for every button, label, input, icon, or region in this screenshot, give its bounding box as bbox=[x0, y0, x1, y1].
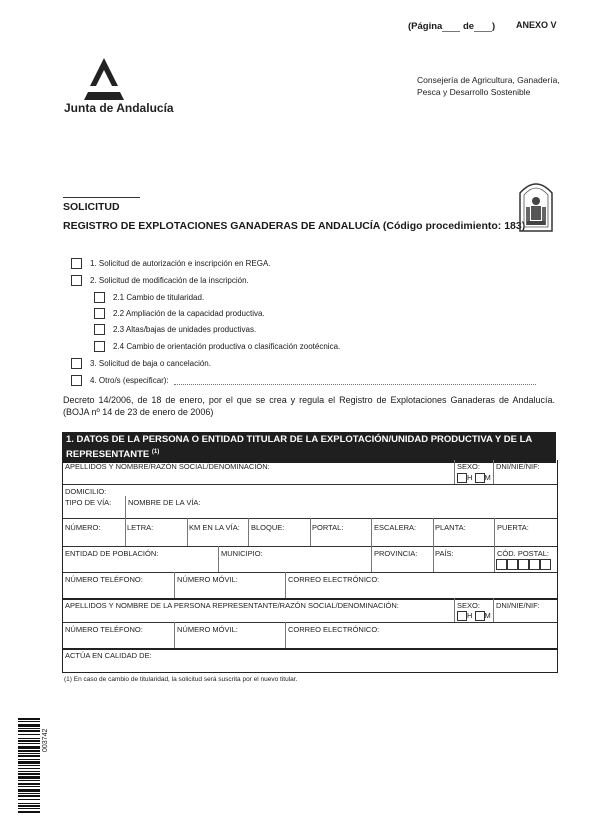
divider bbox=[174, 622, 175, 648]
row-line bbox=[63, 648, 557, 650]
row-line bbox=[63, 546, 557, 547]
bloque-label: BLOQUE: bbox=[251, 523, 285, 532]
sexo-h-checkbox[interactable] bbox=[457, 473, 467, 483]
option-label: 1. Solicitud de autorización e inscripción en REGA. bbox=[90, 259, 271, 268]
option-2[interactable] bbox=[71, 275, 249, 286]
page-reference bbox=[408, 21, 495, 32]
postal-digit-box[interactable] bbox=[496, 559, 507, 570]
letra-label: LETRA: bbox=[127, 523, 154, 532]
row-line bbox=[63, 572, 557, 573]
other-specify-field[interactable] bbox=[174, 384, 536, 385]
row-line bbox=[63, 484, 557, 485]
rep-telefono-label: NÚMERO TELÉFONO: bbox=[65, 625, 143, 634]
page-of: de bbox=[462, 21, 475, 32]
divider bbox=[454, 460, 455, 484]
option-label: 2.2 Ampliación de la capacidad productiva. bbox=[113, 309, 265, 318]
dni-label: DNI/NIE/NIF: bbox=[496, 462, 540, 471]
postal-digit-box[interactable] bbox=[529, 559, 540, 570]
divider bbox=[493, 598, 494, 622]
movil-label: NÚMERO MÓVIL: bbox=[177, 575, 238, 584]
escalera-label: ESCALERA: bbox=[374, 523, 417, 532]
rep-sexo-label: SEXO: bbox=[457, 601, 480, 610]
divider bbox=[494, 546, 495, 572]
page-number-blank[interactable] bbox=[442, 22, 460, 32]
correo-label: CORREO ELECTRÓNICO: bbox=[288, 575, 380, 584]
divider bbox=[494, 518, 495, 546]
apellidos-label: APELLIDOS Y NOMBRE/RAZÓN SOCIAL/DENOMINACIÓN: bbox=[65, 462, 270, 471]
section-1-title: 1. DATOS DE LA PERSONA O ENTIDAD TITULAR DE LA EXPLOTACIÓN/UNIDAD PRODUCTIVA Y DE LA REPRESENTANTE bbox=[66, 434, 532, 461]
option-label: 3. Solicitud de baja o cancelación. bbox=[90, 359, 211, 368]
option-label: 2.4 Cambio de orientación productiva o clasificación zootécnica. bbox=[113, 342, 341, 351]
tipo-via-label: TIPO DE VÍA: bbox=[65, 498, 112, 507]
divider bbox=[493, 460, 494, 484]
postal-digit-box[interactable] bbox=[507, 559, 518, 570]
logo-text: Junta de Andalucía bbox=[64, 101, 174, 115]
option-label: 4. Otro/s (especificar): bbox=[90, 376, 169, 385]
rep-sexo-h-checkbox[interactable] bbox=[457, 611, 467, 621]
divider bbox=[371, 518, 372, 546]
divider bbox=[187, 518, 188, 546]
representante-label: APELLIDOS Y NOMBRE DE LA PERSONA REPRESENTANTE/RAZÓN SOCIAL/DENOMINACIÓN: bbox=[65, 601, 399, 610]
sexo-h-label: H bbox=[467, 473, 473, 482]
checkbox[interactable] bbox=[71, 258, 82, 269]
puerta-label: PUERTA: bbox=[497, 523, 529, 532]
row-line bbox=[63, 598, 557, 600]
telefono-label: NÚMERO TELÉFONO: bbox=[65, 575, 143, 584]
rep-dni-label: DNI/NIE/NIF: bbox=[496, 601, 540, 610]
divider bbox=[371, 546, 372, 572]
barcode-number: 003742 bbox=[42, 728, 49, 752]
row-line bbox=[63, 622, 557, 623]
option-2-3[interactable] bbox=[94, 324, 256, 335]
rep-sexo-m-checkbox[interactable] bbox=[475, 611, 485, 621]
option-4[interactable] bbox=[71, 375, 169, 386]
sexo-options bbox=[457, 473, 491, 483]
divider bbox=[310, 518, 311, 546]
numero-label: NÚMERO: bbox=[65, 523, 101, 532]
sexo-m-label: M bbox=[484, 473, 491, 482]
checkbox[interactable] bbox=[94, 324, 105, 335]
anexo-label: ANEXO V bbox=[516, 20, 557, 30]
option-2-4[interactable] bbox=[94, 341, 340, 352]
rep-sexo-options bbox=[457, 611, 491, 621]
option-label: 2. Solicitud de modificación de la inscripción. bbox=[90, 276, 249, 285]
section-1-note: (1) bbox=[151, 449, 160, 455]
entidad-label: ENTIDAD DE POBLACIÓN: bbox=[65, 549, 159, 558]
decreto-text: Decreto 14/2006, de 18 de enero, por el que se crea y regula el Registro de Explotaciones Ganaderas de Andalucía. (BOJA nº 14 de 23 de enero de 2006) bbox=[63, 395, 555, 417]
title-rule bbox=[63, 197, 140, 198]
option-3[interactable] bbox=[71, 358, 211, 369]
page-total-blank[interactable] bbox=[474, 22, 492, 32]
checkbox[interactable] bbox=[94, 292, 105, 303]
planta-label: PLANTA: bbox=[435, 523, 466, 532]
rep-movil-label: NÚMERO MÓVIL: bbox=[177, 625, 238, 634]
solicitud-title: SOLICITUD bbox=[63, 201, 120, 213]
divider bbox=[125, 496, 126, 518]
municipio-label: MUNICIPIO: bbox=[221, 549, 263, 558]
option-2-2[interactable] bbox=[94, 308, 265, 319]
checkbox[interactable] bbox=[94, 341, 105, 352]
consejeria-line1: Consejería de Agricultura, Ganadería, bbox=[417, 75, 560, 85]
checkbox[interactable] bbox=[71, 358, 82, 369]
rep-sexo-h-label: H bbox=[467, 611, 473, 620]
footnote: (1) En caso de cambio de titularidad, la solicitud será suscrita por el nuevo titular. bbox=[64, 676, 298, 683]
portal-label: PORTAL: bbox=[312, 523, 344, 532]
checkbox[interactable] bbox=[71, 275, 82, 286]
titular-form-grid bbox=[62, 460, 558, 673]
checkbox[interactable] bbox=[94, 308, 105, 319]
km-label: KM EN LA VÍA: bbox=[189, 523, 240, 532]
rep-correo-label: CORREO ELECTRÓNICO: bbox=[288, 625, 380, 634]
sexo-label: SEXO: bbox=[457, 462, 480, 471]
divider bbox=[218, 546, 219, 572]
option-2-1[interactable] bbox=[94, 292, 204, 303]
option-1[interactable] bbox=[71, 258, 271, 269]
pais-label: PAÍS: bbox=[435, 549, 454, 558]
postal-digit-box[interactable] bbox=[540, 559, 551, 570]
provincia-label: PROVINCIA: bbox=[374, 549, 418, 558]
divider bbox=[285, 622, 286, 648]
domicilio-label: DOMICILIO: bbox=[65, 487, 107, 496]
option-label: 2.1 Cambio de titularidad. bbox=[113, 293, 205, 302]
nombre-via-label: NOMBRE DE LA VÍA: bbox=[128, 498, 201, 507]
divider bbox=[454, 598, 455, 622]
divider bbox=[433, 546, 434, 572]
option-label: 2.3 Altas/bajas de unidades productivas. bbox=[113, 325, 257, 334]
sexo-m-checkbox[interactable] bbox=[475, 473, 485, 483]
consejeria bbox=[417, 74, 560, 98]
postal-digit-box[interactable] bbox=[518, 559, 529, 570]
page-close: ) bbox=[492, 21, 496, 32]
page-word: (Página bbox=[408, 21, 443, 32]
andalucia-seal-icon bbox=[518, 177, 554, 233]
barcode-icon bbox=[18, 718, 40, 813]
cod-postal-label: CÓD. POSTAL: bbox=[497, 549, 549, 558]
divider bbox=[433, 518, 434, 546]
divider bbox=[285, 572, 286, 598]
divider bbox=[248, 518, 249, 546]
divider bbox=[174, 572, 175, 598]
divider bbox=[125, 518, 126, 546]
rep-sexo-m-label: M bbox=[484, 611, 491, 620]
checkbox[interactable] bbox=[71, 375, 82, 386]
actua-label: ACTÚA EN CALIDAD DE: bbox=[65, 651, 152, 660]
consejeria-line2: Pesca y Desarrollo Sostenible bbox=[417, 87, 531, 97]
registro-title: REGISTRO DE EXPLOTACIONES GANADERAS DE ANDALUCÍA (Código procedimiento: 183) bbox=[63, 220, 526, 232]
section-1-header bbox=[62, 432, 556, 463]
